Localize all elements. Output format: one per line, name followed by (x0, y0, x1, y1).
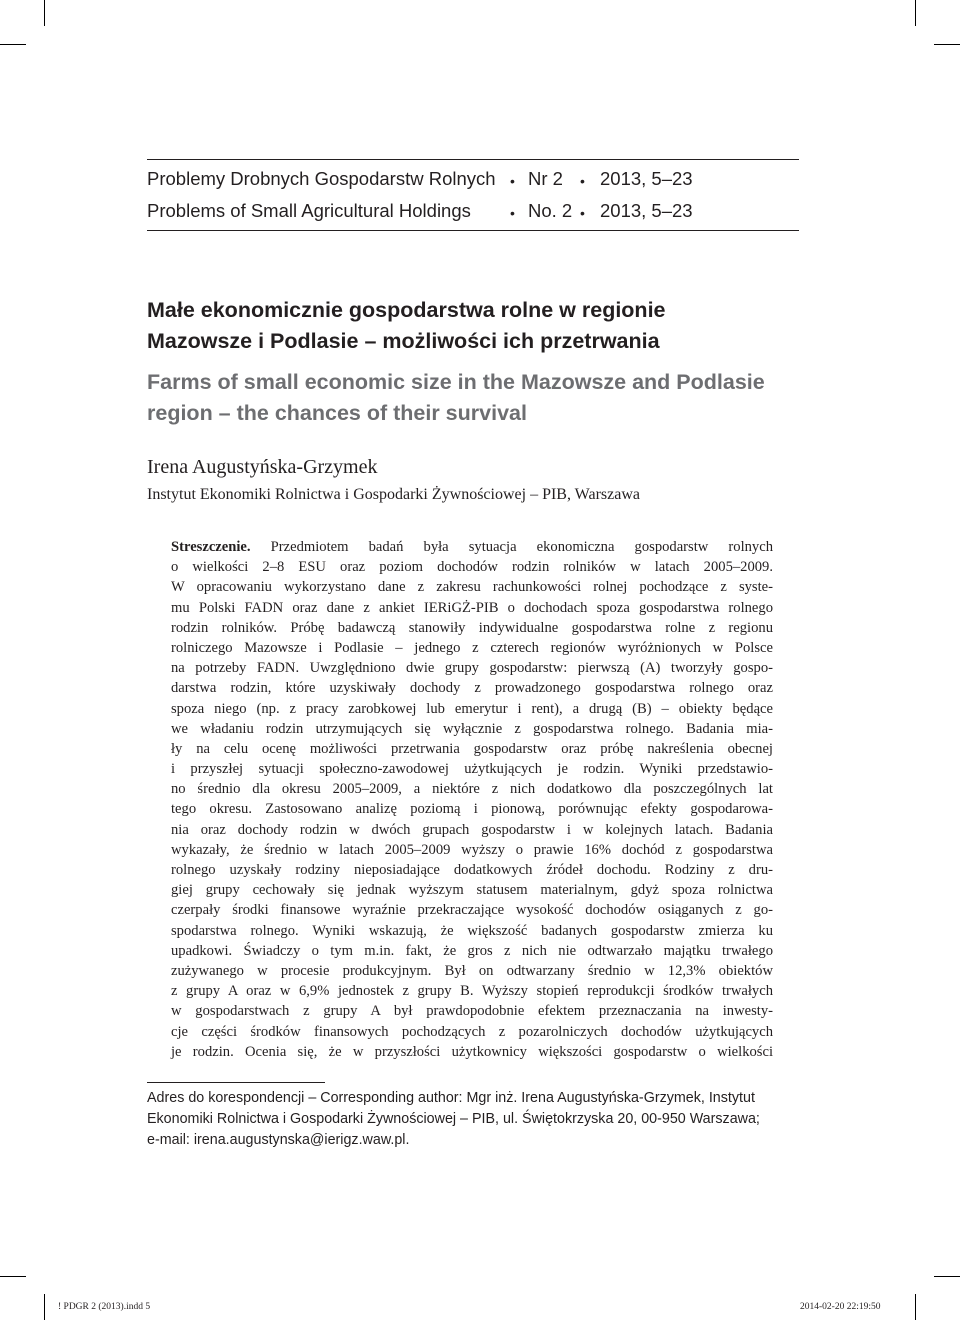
abstract-line: rolniczego Mazowsze i Podlasie – jednego z czterech regionów wyróżnionych w Polsce (171, 639, 773, 656)
footnote-line: Adres do korespondencji – Corresponding author: Mgr inż. Irena Augustyńska-Grzymek, Instytut (147, 1090, 755, 1106)
abstract-line: cje części środków finansowych pochodzących z pozarolniczych dochodów użytkujących (171, 1023, 773, 1040)
author-affiliation: Instytut Ekonomiki Rolnictwa i Gospodarki Żywnościowej – PIB, Warszawa (147, 486, 641, 503)
abstract-line: tego okresu. Zastosowano analizę poziomą i pionową, porównując efekty gospodarowa- (171, 801, 773, 818)
footnote (147, 1088, 799, 1151)
abstract-line: upadkowi. Świadczy o tym m.in. fakt, że gros z nich nie odtwarzało majątku trwałego (171, 942, 773, 959)
abstract-line: wykazały, że średnio w latach 2005–2009 wyższy o prawie 16% dochód z gospodarstwa (171, 841, 773, 858)
abstract-line: W opracowaniu wykorzystano dane z zakresu rachunkowości rolnej pochodzące z syste- (171, 579, 773, 596)
footnote-rule (147, 1082, 325, 1083)
abstract-line: darstwa rodzin, które uzyskiwały dochody z prowadzonego gospodarstwa rolnego oraz (171, 680, 773, 697)
abstract-line: spodarstwa rolnego. Wyniki wskazują, że większość badanych gospodarstw zmierza ku (171, 922, 773, 939)
abstract-line: zużywanego w procesie produkcyjnym. Był on odtwarzany średnio w 12,3% obiektów (171, 962, 773, 979)
journal-issue-pl: Nr 2 (528, 168, 563, 189)
abstract-line: i przyszłej sytuacji społeczno-zawodowej użytkujących je rodzin. Wyniki przedstawio- (171, 761, 773, 778)
journal-line-pl (147, 168, 799, 190)
abstract-line: ły na celu ocenę możliwości przetrwania gospodarstw oraz próbę nakreślenia obecnej (171, 740, 773, 757)
journal-issue-en: No. 2 (528, 200, 573, 221)
abstract-line: w gospodarstwach z grupy A był prawdopodobnie efektem przeznaczania na inwesty- (171, 1003, 773, 1020)
title-en-line-2: region – the chances of their survival (147, 401, 527, 425)
bullet-icon: • (510, 173, 515, 189)
abstract-line: giej grupy cechowały się jednak wyższym statusem materialnym, gdyż spoza rolnictwa (171, 882, 773, 899)
bullet-icon: • (510, 205, 515, 221)
title-pl-line-1: Małe ekonomicznie gospodarstwa rolne w regionie (147, 298, 666, 322)
journal-year-pages-en: 2013, 5–23 (600, 200, 693, 221)
abstract-line: we władaniu rodzin utrzymujących się wyłącznie z gospodarstwa rolnego. Badania mia- (171, 720, 773, 737)
header-rule-top (147, 159, 799, 160)
abstract-line: no średnio dla okresu 2005–2009, a niektóre z nich dodatkowo dla poszczególnych lat (171, 781, 773, 798)
abstract (171, 537, 773, 1062)
print-footer-file: ! PDGR 2 (2013).indd 5 (58, 1302, 151, 1312)
crop-mark (934, 1276, 960, 1277)
abstract-line (171, 537, 773, 557)
abstract-line: na potrzeby FADN. Uwzględniono dwie grupy gospodarstw: pierwszą (A) tworzyły gospo- (171, 660, 773, 677)
crop-mark (934, 44, 960, 45)
crop-mark (915, 1294, 916, 1320)
abstract-line: rodzin rolników. Próbę badawczą stanowiły indywidualne gospodarstwa rolne z regionu (171, 619, 773, 636)
abstract-line: czerpały środki finansowe wyraźnie przekraczające wysokość dochodów osiąganych z go- (171, 902, 773, 919)
journal-year-pages-pl: 2013, 5–23 (600, 168, 693, 189)
abstract-line: z grupy A oraz w 6,9% jednostek z grupy B. Wyższy stopień reprodukcji środków trwałych (171, 983, 773, 1000)
footnote-line: e-mail: irena.augustynska@ierigz.waw.pl. (147, 1132, 410, 1148)
bullet-icon: • (580, 205, 585, 221)
crop-mark (915, 0, 916, 26)
abstract-line: o wielkości 2–8 ESU oraz poziom dochodów rodzin rolników w latach 2005–2009. (171, 559, 773, 576)
abstract-line: mu Polski FADN oraz dane z ankiet IERiGŻ-PIB o dochodach spoza gospodarstwa rolnego (171, 599, 773, 616)
crop-mark (0, 1276, 26, 1277)
crop-mark (0, 44, 26, 45)
abstract-line: nia oraz dochody rodzin w dwóch grupach gospodarstw i w kolejnych latach. Badania (171, 821, 773, 838)
footnote-line: Ekonomiki Rolnictwa i Gospodarki Żywnościowej – PIB, ul. Świętokrzyska 20, 00-950 Warszawa; (147, 1111, 760, 1127)
crop-mark (44, 1294, 45, 1320)
journal-title-en: Problems of Small Agricultural Holdings (147, 200, 471, 221)
journal-title-pl: Problemy Drobnych Gospodarstw Rolnych (147, 168, 496, 189)
header-rule-bottom (147, 230, 799, 231)
abstract-lead: Streszczenie. (171, 539, 251, 555)
bullet-icon: • (580, 173, 585, 189)
print-footer-date: 2014-02-20 22:19:50 (800, 1302, 881, 1312)
title-en-line-1: Farms of small economic size in the Mazowsze and Podlasie (147, 370, 765, 394)
abstract-line: spoza niego (np. z pracy zarobkowej lub emerytur i rent), a drugą (B) – obiekty będące (171, 700, 773, 717)
abstract-line: je rodzin. Ocenia się, że w przyszłości użytkownicy większości gospodarstw o wielkości (171, 1043, 773, 1060)
title-pl-line-2: Mazowsze i Podlasie – możliwości ich przetrwania (147, 329, 660, 353)
abstract-line: rolnego uzyskały rodziny nieposiadające dodatkowych źródeł dochodu. Rodziny z dru- (171, 862, 773, 878)
abstract-lines (171, 557, 773, 1062)
author-name: Irena Augustyńska-Grzymek (147, 456, 378, 478)
abstract-first-line-text: Przedmiotem badań była sytuacja ekonomiczna gospodarstw rolnych (270, 539, 773, 555)
crop-mark (44, 0, 45, 26)
journal-line-en (147, 200, 799, 222)
